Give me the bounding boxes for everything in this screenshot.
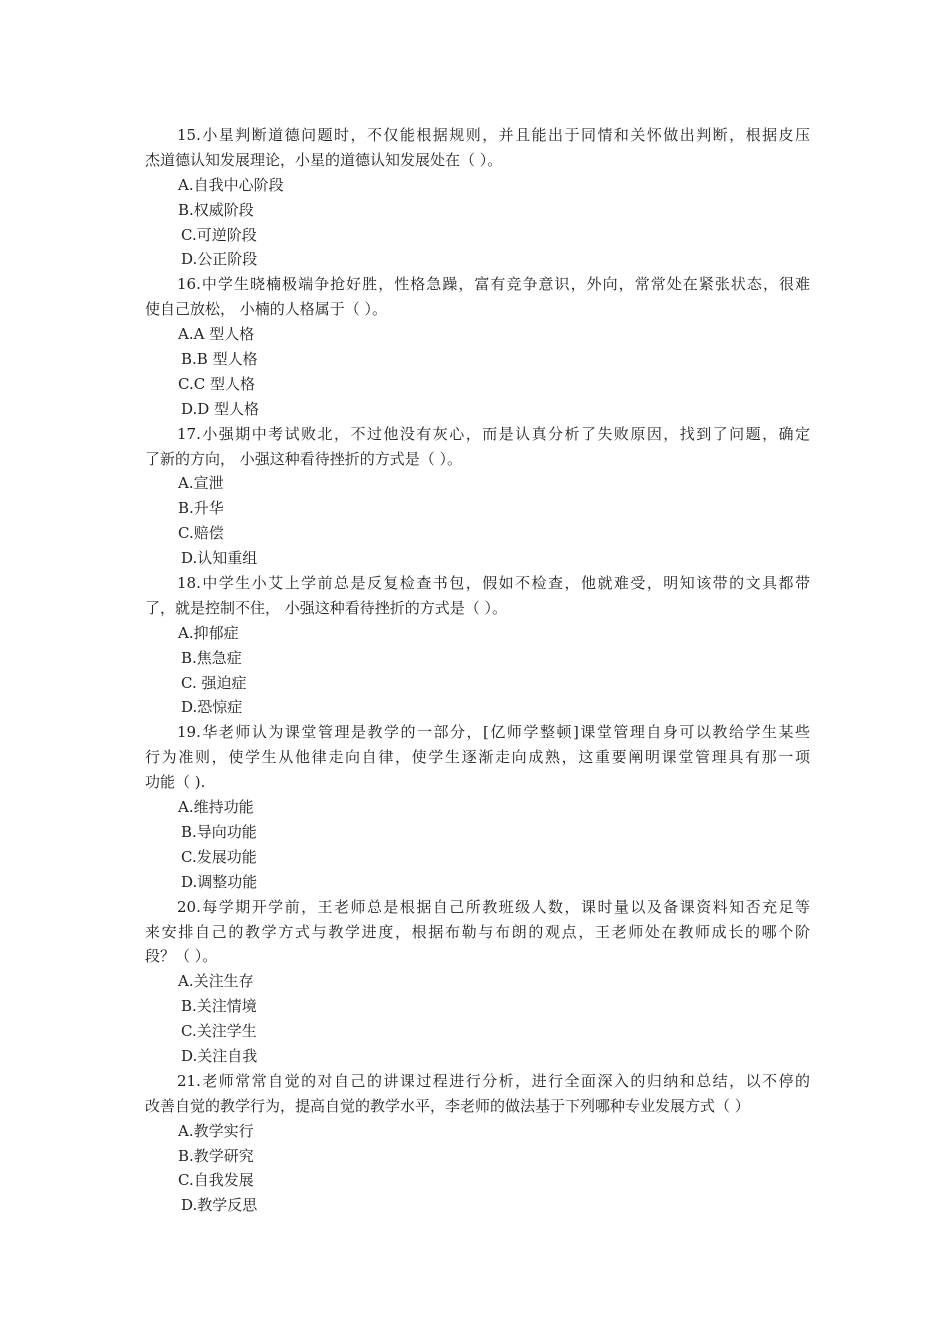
question-16 [145,272,810,421]
question-text-line: 18.中学生小艾上学前总是反复检查书包，假如不检查，他就难受，明知该带的文具都带 [177,574,810,593]
option-a: A.A 型人格 [178,325,255,344]
option-c: C.关注学生 [181,1022,257,1041]
option-b: B.导向功能 [181,822,257,841]
option-d: D.关注自我 [181,1046,258,1065]
option-d: D.调整功能 [181,872,258,891]
question-text-line: 杰道德认知发展理论，小星的道德认知发展处在（ ）。 [145,150,503,169]
question-text-line: 使自己放松， 小楠的人格属于（ ）。 [145,300,388,319]
question-15 [145,123,810,272]
option-c: C.发展功能 [181,847,257,866]
option-c: C.C 型人格 [178,374,255,393]
question-text-line: 功能（ ). [145,773,206,792]
option-c: C.赔偿 [178,524,224,543]
option-a: A.抑郁症 [178,623,239,642]
option-a: A.宣泄 [178,474,224,493]
question-18 [145,571,810,720]
option-a: A.维持功能 [178,798,254,817]
question-text-line: 16.中学生晓楠极端争抢好胜，性格急躁，富有竞争意识，外向，常常处在紧张状态，很难 [177,275,810,294]
question-text-line: 改善自觉的教学行为，提高自觉的教学水平，李老师的做法基于下列哪种专业发展方式（ ） [145,1096,750,1115]
question-text-line: 了，就是控制不住， 小强这种看待挫折的方式是（ ）。 [145,598,508,617]
option-c: C.可逆阶段 [181,225,257,244]
question-text-line: 行为准则，使学生从他律走向自律，使学生逐渐走向成熟，这重要阐明课堂管理具有那一项 [145,748,810,767]
option-b: B.教学研究 [178,1146,254,1165]
question-text-line: 21.老师常常自觉的对自己的讲课过程进行分析，进行全面深入的归纳和总结，以不停的 [177,1071,810,1090]
option-d: D.教学反思 [181,1196,258,1215]
question-19 [145,720,810,894]
question-text-line: 来安排自己的教学方式与教学进度，根据布勒与布朗的观点，王老师处在教师成长的哪个阶 [145,922,810,941]
option-c: C.自我发展 [178,1171,254,1190]
option-a: A.关注生存 [178,972,254,991]
option-d: D.D 型人格 [181,399,260,418]
option-a: A.教学实行 [178,1121,254,1140]
document-page [145,123,810,1218]
question-text-line: 15.小星判断道德问题时，不仅能根据规则，并且能出于同情和关怀做出判断，根据皮压 [177,126,810,144]
option-d: D.恐惊症 [181,698,243,717]
option-b: B.B 型人格 [181,350,258,369]
question-text-line: 19.华老师认为课堂管理是教学的一部分，[亿师学整顿]课堂管理自身可以教给学生某些 [177,723,810,742]
option-b: B.升华 [178,499,224,518]
question-text-line: 17.小强期中考试败北，不过他没有灰心，而是认真分析了失败原因，找到了问题，确定 [177,424,810,443]
option-d: D.公正阶段 [181,250,258,269]
option-b: B.关注情境 [181,997,257,1016]
question-17 [145,422,810,571]
question-21 [145,1069,810,1218]
option-b: B.权威阶段 [178,200,254,219]
option-b: B.焦急症 [181,648,242,667]
question-text-line: 20.每学期开学前，王老师总是根据自己所教班级人数，课时量以及备课资料知否充足等 [177,897,810,916]
option-a: A.自我中心阶段 [178,175,284,194]
question-text-line: 段？（ ）。 [145,947,218,966]
question-text-line: 了新的方向， 小强这种看待挫折的方式是（ ）。 [145,449,463,468]
option-d: D.认知重组 [181,549,258,568]
question-20 [145,895,810,1069]
option-c: C. 强迫症 [181,673,247,692]
